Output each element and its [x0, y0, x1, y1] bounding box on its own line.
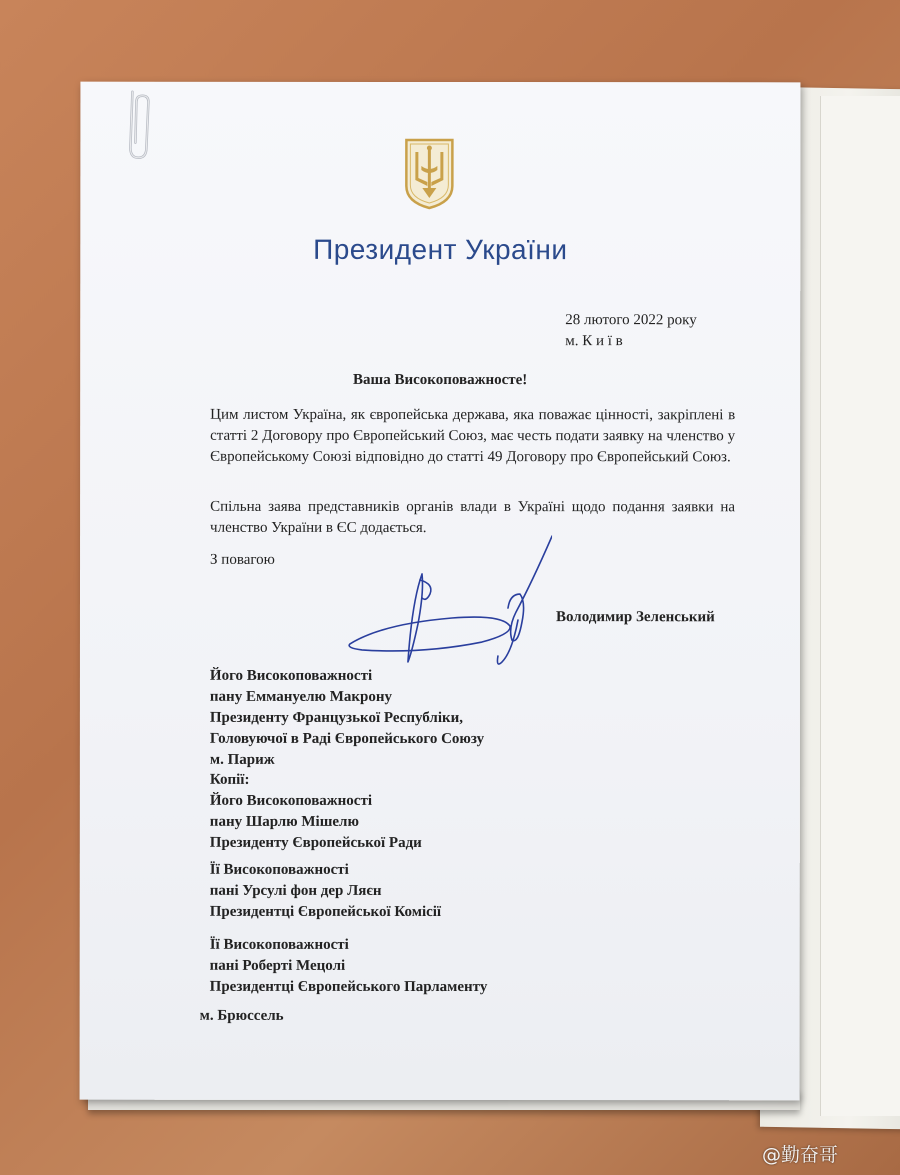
addressee-line: Його Високоповажності	[209, 667, 373, 684]
dateline	[565, 310, 697, 352]
copies-heading: Копії:	[209, 771, 250, 788]
copy-recipient-line: Його Високоповажності	[209, 792, 373, 809]
copy-recipient-line: Президентці Європейської Комісії	[209, 903, 442, 921]
copies-city: м. Брюссель	[199, 1007, 284, 1024]
copy-recipient-line: пану Шарлю Мішелю	[209, 813, 359, 830]
addressee-line: м. Париж	[209, 751, 275, 768]
addressee-line: пану Еммануелю Макрону	[209, 688, 393, 705]
greeting: Ваша Високоповажносте!	[353, 371, 528, 389]
copies-block	[210, 770, 422, 854]
copy-recipient-line: пані Урсулі фон дер Ляєн	[209, 882, 382, 899]
letterhead-title: Президент України	[313, 233, 568, 266]
copy-recipient-3	[210, 935, 488, 998]
copy-recipient-line: Президентці Європейського Парламенту	[209, 978, 488, 996]
paragraph-2: Спільна заява представників органів влади в Україні щодо подання заявки на членство України в ЄС додається.	[210, 498, 736, 536]
addressee-block	[210, 666, 484, 771]
copy-recipient-line: Президенту Європейської Ради	[209, 834, 422, 851]
copy-recipient-line: Її Високоповажності	[209, 936, 349, 953]
watermark: @勤奋哥	[762, 1144, 839, 1166]
signature-icon	[342, 532, 552, 672]
folder-inner-page	[820, 96, 900, 1116]
ukraine-tryzub-emblem-icon	[402, 136, 456, 212]
letter-date: 28 лютого 2022 року	[565, 312, 697, 329]
paperclip-icon	[120, 88, 156, 168]
letter-page	[80, 82, 801, 1101]
paragraph-1: Цим листом Україна, як європейська держава, яка поважає цінності, закріплені в статті 2 Договору про Європейський Союз, має честь подати заявку на членство у Європейському Союзі відповідно до статті 49 Договору про Європейський Союз.	[210, 406, 736, 466]
addressee-line: Президенту Французької Республіки,	[209, 709, 464, 727]
addressee-line: Головуючої в Раді Європейського Союзу	[209, 730, 485, 748]
letter-city: м. К и ї в	[565, 333, 623, 350]
copy-recipient-line: Її Високоповажності	[209, 861, 349, 878]
signer-name: Володимир Зеленський	[555, 609, 715, 626]
copy-recipient-2	[210, 860, 441, 923]
closing: З повагою	[210, 551, 275, 568]
copy-recipient-line: пані Роберті Мецолі	[209, 957, 346, 974]
